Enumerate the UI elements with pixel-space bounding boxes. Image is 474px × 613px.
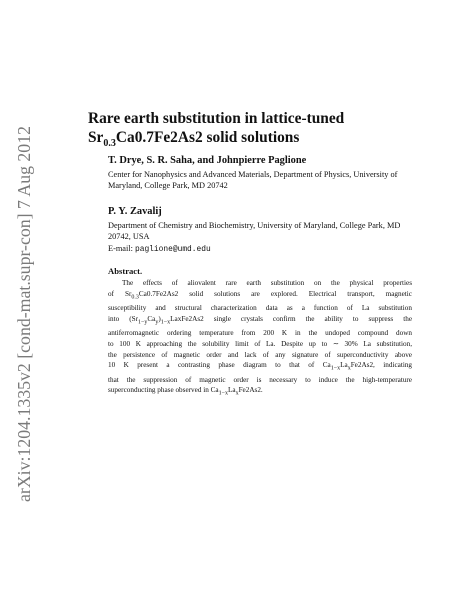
abstract-line: superconducting phase observed in $Ca_{1-x}La_xFe2As2$. [108, 386, 263, 397]
affiliation-1: Center for Nanophysics and Advanced Materials, Department of Physics, University of Maryland, College Park, MD 20742 [108, 170, 398, 190]
abstract-body [108, 278, 412, 400]
abstract-line: antiferromagnetic ordering temperature from 200 K in the undoped compound down [108, 329, 412, 338]
title-line-2: $Sr_{0.3}Ca0.7Fe2As2$ solid solutions [88, 129, 300, 150]
email-address[interactable]: paglione@umd.edu [134, 245, 211, 254]
author-list: T. Drye, S. R. Saha, and Johnpierre Paglione [108, 155, 307, 166]
abstract-line: into $(Sr_{1-y}Ca_y)_{1-x}LaxFe2As2$ single crystals confirm the ability to suppress the [108, 314, 412, 326]
affiliation-2: Department of Chemistry and Biochemistry, University of Maryland, College Park, MD 20742, USA [108, 221, 401, 241]
email-label: E-mail: [108, 244, 133, 253]
abstract-line: of $Sr_{0.3}Ca0.7Fe2As2$ solid solutions are explored. Electrical transport, magnetic [108, 289, 412, 301]
abstract-line: the persistence of magnetic order and lack of any signature of superconductivity above [108, 350, 412, 359]
paper-title [88, 109, 418, 150]
abstract-line: that the suppression of magnetic order is necessary to induce the high-temperature [108, 375, 412, 384]
second-author: P. Y. Zavalij [108, 206, 162, 217]
arxiv-id-text: arXiv:1204.1335v2 [cond-mat.supr-con] 7 Aug 2012 [14, 130, 34, 502]
arxiv-identifier [14, 124, 36, 502]
abstract-line: susceptibility and structural characterization data as a function of La substitution [108, 304, 412, 313]
abstract-line: to 100 K approaching the solubility limit of La. Despite up to ∼ 30% La substitution, [108, 339, 412, 348]
title-line-1: Rare earth substitution in lattice-tuned [88, 110, 345, 127]
abstract-heading: Abstract. [108, 266, 143, 276]
abstract-line: The effects of aliovalent rare earth substitution on the physical properties [122, 279, 412, 287]
abstract-line: 10 K present a contrasting phase diagram to that of $Ca_{1-x}La_xFe2As2$, indicating [108, 361, 412, 372]
email-line [108, 243, 412, 255]
